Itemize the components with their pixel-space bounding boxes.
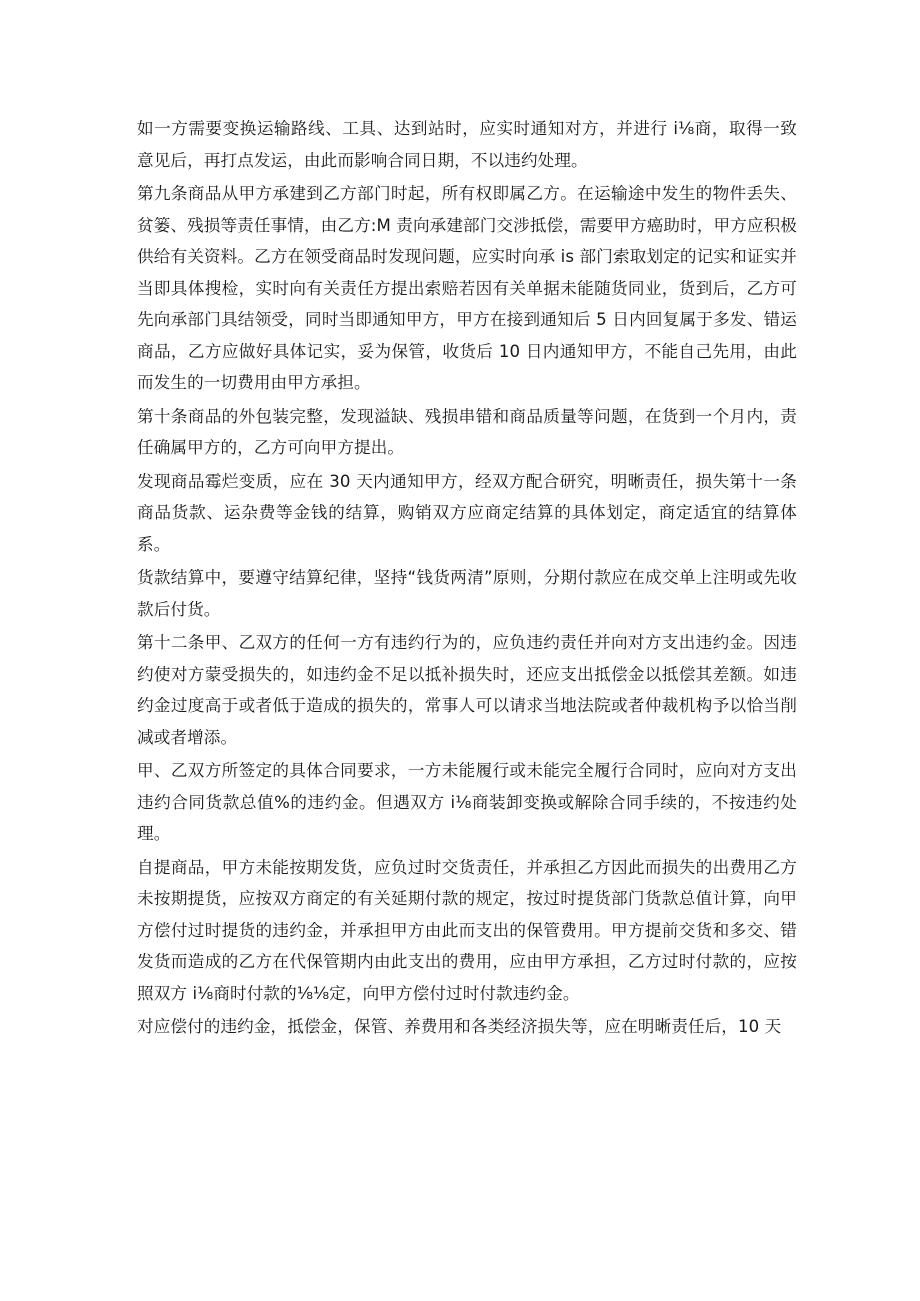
paragraph-article-10: 第十条商品的外包装完整，发现溢缺、残损串错和商品质量等问题，在货到一个月内，责任确属甲方的，乙方可向甲方提出。 (137, 406, 797, 457)
paragraph-payment-settlement: 货款结算中，要遵守结算纪律，坚持“钱货两清”原则，分期付款应在成交单上注明或先收款后付货。 (137, 568, 797, 619)
paragraph-breach-penalty: 甲、乙双方所签定的具体合同要求，一方未能履行或未能完全履行合同时，应向对方支出违约合同货款总值%的违约金。但遇双方 i⅛商装卸变换或解除合同手续的，不按违约处理。 (137, 761, 797, 843)
paragraph-transport-change: 如一方需要变换运输路线、工具、达到站时，应实时通知对方，并进行 i⅛商，取得一致意见后，再打点发运，由此而影响合同日期，不以违约处理。 (137, 119, 797, 170)
document-body (137, 113, 797, 1045)
paragraph-article-9: 第九条商品从甲方承建到乙方部门时起，所有权即属乙方。在运输途中发生的物件丢失、贫篓、残损等责任事情，由乙方:M 责向承建部门交涉抵偿，需要甲方癌助时，甲方应积极供给有关资料。乙方在领受商品时发现问题，应实时向承 is 部门索取划定的记实和证实并当即具体搜检，实时向有关责任方提出索赔若因有关单据未能随货同业，货到后，乙方可先向承部门具结领受，同时当即通知甲方，甲方在接到通知后 5 日内回复属于多发、错运商品，乙方应做好具体记实，妥为保管，收货后 10 日内通知甲方，不能自己先用，由此而发生的一切费用由甲方承担。 (137, 184, 797, 392)
paragraph-spoilage-article-11: 发现商品霉烂变质，应在 30 天内通知甲方，经双方配合研究，明晰责任，损失第十一条商品货款、运杂费等金钱的结算，购销双方应商定结算的具体划定，商定适宜的结算体系。 (137, 471, 797, 554)
paragraph-article-12: 第十二条甲、乙双方的任何一方有违约行为的，应负违约责任并向对方支出违约金。因违约使对方蒙受损失的，如违约金不足以抵补损失时，还应支出抵偿金以抵偿其差额。如违约金过度高于或者低于造成的损失的，常事人可以请求当地法院或者仲裁机构予以恰当削减或者增添。 (137, 633, 797, 747)
paragraph-compensation: 对应偿付的违约金，抵偿金，保管、养费用和各类经济损失等，应在明晰责任后，10 天 (137, 1017, 782, 1036)
paragraph-self-pickup: 自提商品，甲方未能按期发货，应负过时交货责任，并承担乙方因此而损失的出费用乙方未按期提货，应按双方商定的有关延期付款的规定，按过时提货部门货款总值计算，向甲方偿付过时提货的违约金，并承担甲方由此而支出的保管费用。甲方提前交货和多交、错发货而造成的乙方在代保管期内由此支出的费用，应由甲方承担，乙方过时付款的，应按照双方 i⅛商时付款的⅛⅛定，向甲方偿付过时付款违约金。 (137, 857, 797, 1003)
